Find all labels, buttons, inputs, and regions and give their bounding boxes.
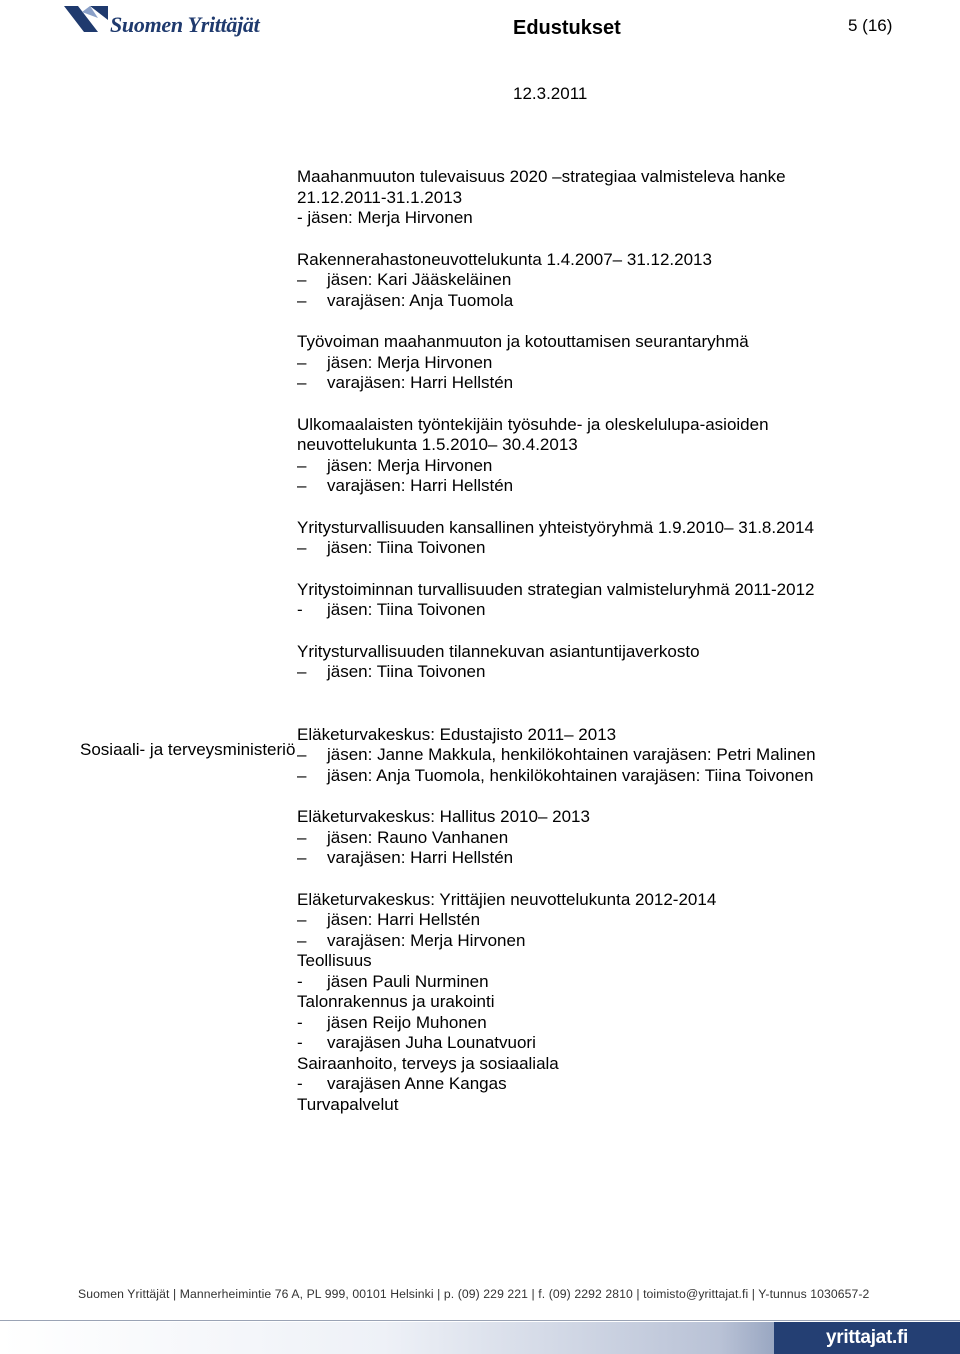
bullet-marker: – — [297, 827, 307, 847]
list-item — [297, 1054, 937, 1075]
list-item-text: varajäsen: Harri Hellstén — [327, 848, 514, 867]
list-item-text: Teollisuus — [297, 951, 372, 970]
list-item — [297, 910, 937, 931]
ministry-label: Sosiaali- ja terveysministeriö — [80, 740, 296, 759]
block-spacer — [297, 311, 937, 332]
representation-block — [297, 725, 937, 787]
list-item — [297, 807, 937, 828]
list-item — [297, 1013, 937, 1034]
bullet-marker: – — [297, 538, 307, 557]
block-spacer — [297, 497, 937, 518]
page-number: 5 (16) — [848, 16, 893, 35]
list-item — [297, 890, 937, 911]
list-item-text: Eläketurvakeskus: Edustajisto 2011– 2013 — [297, 724, 617, 744]
list-item-text: jäsen Reijo Muhonen — [327, 1012, 487, 1032]
list-item-text: Talonrakennus ja urakointi — [297, 992, 495, 1011]
bullet-marker: – — [297, 352, 307, 372]
list-item-text: 21.12.2011-31.1.2013 — [297, 187, 463, 207]
bullet-marker: - — [297, 1033, 303, 1052]
list-item-text: Sairaanhoito, terveys ja sosiaaliala — [297, 1053, 559, 1073]
list-item-text: Yritystoiminnan turvallisuuden strategian valmisteluryhmä 2011-2012 — [297, 579, 815, 599]
list-item — [297, 642, 937, 663]
bullet-marker: – — [297, 662, 307, 681]
bullet-marker: – — [297, 910, 307, 929]
footer-brand: yrittajat.fi — [774, 1322, 960, 1354]
document-title: Edustukset — [513, 17, 621, 39]
block-spacer — [297, 683, 937, 725]
document-date: 12.3.2011 — [513, 84, 588, 103]
bullet-marker: - — [297, 1012, 303, 1032]
representation-block — [297, 415, 937, 497]
list-item — [297, 373, 937, 394]
bullet-marker: - — [297, 971, 303, 991]
logo-text: Suomen Yrittäjät — [110, 12, 260, 37]
footer-divider — [0, 1320, 960, 1321]
list-item — [297, 353, 937, 374]
list-item — [297, 270, 937, 291]
list-item — [297, 766, 937, 787]
list-item-text: varajäsen: Anja Tuomola — [327, 290, 514, 310]
block-spacer — [297, 229, 937, 250]
representation-block — [297, 642, 937, 683]
list-item — [297, 1095, 937, 1116]
list-item-text: neuvottelukunta 1.5.2010– 30.4.2013 — [297, 435, 578, 454]
bullet-marker: – — [297, 290, 307, 310]
list-item — [297, 291, 937, 312]
list-item-text: jäsen: Tiina Toivonen — [327, 538, 486, 557]
list-item — [297, 188, 937, 209]
list-item-text: Eläketurvakeskus: Yrittäjien neuvottelukunta 2012-2014 — [297, 889, 717, 909]
list-item — [297, 456, 937, 477]
list-item-text: jäsen: Anja Tuomola, henkilökohtainen varajäsen: Tiina Toivonen — [327, 765, 814, 785]
block-spacer — [297, 621, 937, 642]
list-item — [297, 415, 937, 436]
bullet-marker: - — [297, 1074, 303, 1093]
list-item-text: Eläketurvakeskus: Hallitus 2010– 2013 — [297, 807, 590, 826]
representation-block — [297, 807, 937, 869]
representation-block — [297, 167, 937, 229]
list-item-text: varajäsen Anne Kangas — [327, 1074, 507, 1093]
list-item — [297, 1074, 937, 1095]
representation-block — [297, 890, 937, 1116]
block-spacer — [297, 559, 937, 580]
list-item — [297, 435, 937, 456]
list-item-text: varajäsen: Harri Hellstén — [327, 476, 514, 495]
list-item-text: Turvapalvelut — [297, 1094, 399, 1114]
list-item-text: jäsen: Kari Jääskeläinen — [327, 270, 512, 289]
representation-block — [297, 332, 937, 394]
list-item — [297, 167, 937, 188]
bullet-marker: – — [297, 476, 307, 495]
bullet-marker: – — [297, 455, 307, 475]
block-spacer — [297, 786, 937, 807]
bullet-marker: – — [297, 745, 307, 764]
bullet-marker: – — [297, 765, 307, 785]
bullet-marker: – — [297, 373, 307, 392]
list-item-text: Työvoiman maahanmuuton ja kotouttamisen seurantaryhmä — [297, 332, 749, 351]
list-item — [297, 745, 937, 766]
list-item-text: Yritysturvallisuuden tilannekuvan asiantuntijaverkosto — [297, 641, 700, 661]
list-item — [297, 992, 937, 1013]
list-item-text: Ulkomaalaisten työntekijäin työsuhde- ja oleskelulupa-asioiden — [297, 414, 769, 434]
list-item — [297, 518, 937, 539]
list-item-text: jäsen Pauli Nurminen — [327, 971, 489, 991]
list-item — [297, 828, 937, 849]
list-item-text: Yritysturvallisuuden kansallinen yhteistyöryhmä 1.9.2010– 31.8.2014 — [297, 517, 814, 537]
list-item-text: jäsen: Harri Hellstén — [327, 910, 481, 929]
bullet-marker: – — [297, 930, 307, 950]
list-item — [297, 208, 937, 229]
list-item-text: varajäsen: Merja Hirvonen — [327, 930, 526, 950]
list-item-text: jäsen: Tiina Toivonen — [327, 662, 486, 681]
list-item — [297, 250, 937, 271]
list-item-text: jäsen: Tiina Toivonen — [327, 600, 486, 619]
list-item — [297, 1033, 937, 1054]
list-item-text: jäsen: Janne Makkula, henkilökohtainen varajäsen: Petri Malinen — [327, 745, 816, 764]
list-item-text: varajäsen Juha Lounatvuori — [327, 1033, 536, 1052]
representation-block — [297, 580, 937, 621]
company-logo — [64, 0, 284, 44]
list-item — [297, 725, 937, 746]
list-item-text: jäsen: Rauno Vanhanen — [327, 827, 509, 847]
list-item — [297, 951, 937, 972]
list-item-text: jäsen: Merja Hirvonen — [327, 352, 493, 372]
footer-contact: Suomen Yrittäjät | Mannerheimintie 76 A, PL 999, 00101 Helsinki | p. (09) 229 221 | f. (09) 2292 2810 | toimisto@yrittajat.fi | Y-tunnus 1030657-2 — [78, 1287, 870, 1301]
representation-block — [297, 518, 937, 559]
list-item — [297, 476, 937, 497]
list-item — [297, 662, 937, 683]
list-item — [297, 332, 937, 353]
list-item-text: - jäsen: Merja Hirvonen — [297, 208, 473, 227]
list-item — [297, 538, 937, 559]
list-item — [297, 580, 937, 601]
block-spacer — [297, 869, 937, 890]
representation-list — [297, 167, 937, 1115]
bullet-marker: – — [297, 848, 307, 867]
list-item-text: varajäsen: Harri Hellstén — [327, 373, 514, 392]
list-item-text: Maahanmuuton tulevaisuus 2020 –strategiaa valmisteleva hanke — [297, 167, 786, 186]
list-item — [297, 972, 937, 993]
list-item-text: jäsen: Merja Hirvonen — [327, 455, 493, 475]
block-spacer — [297, 394, 937, 415]
list-item — [297, 848, 937, 869]
bullet-marker: - — [297, 600, 303, 619]
list-item-text: Rakennerahastoneuvottelukunta 1.4.2007– 31.12.2013 — [297, 249, 712, 269]
representation-block — [297, 250, 937, 312]
list-item — [297, 600, 937, 621]
list-item — [297, 931, 937, 952]
logo-mark-icon — [64, 2, 108, 38]
bullet-marker: – — [297, 270, 307, 289]
